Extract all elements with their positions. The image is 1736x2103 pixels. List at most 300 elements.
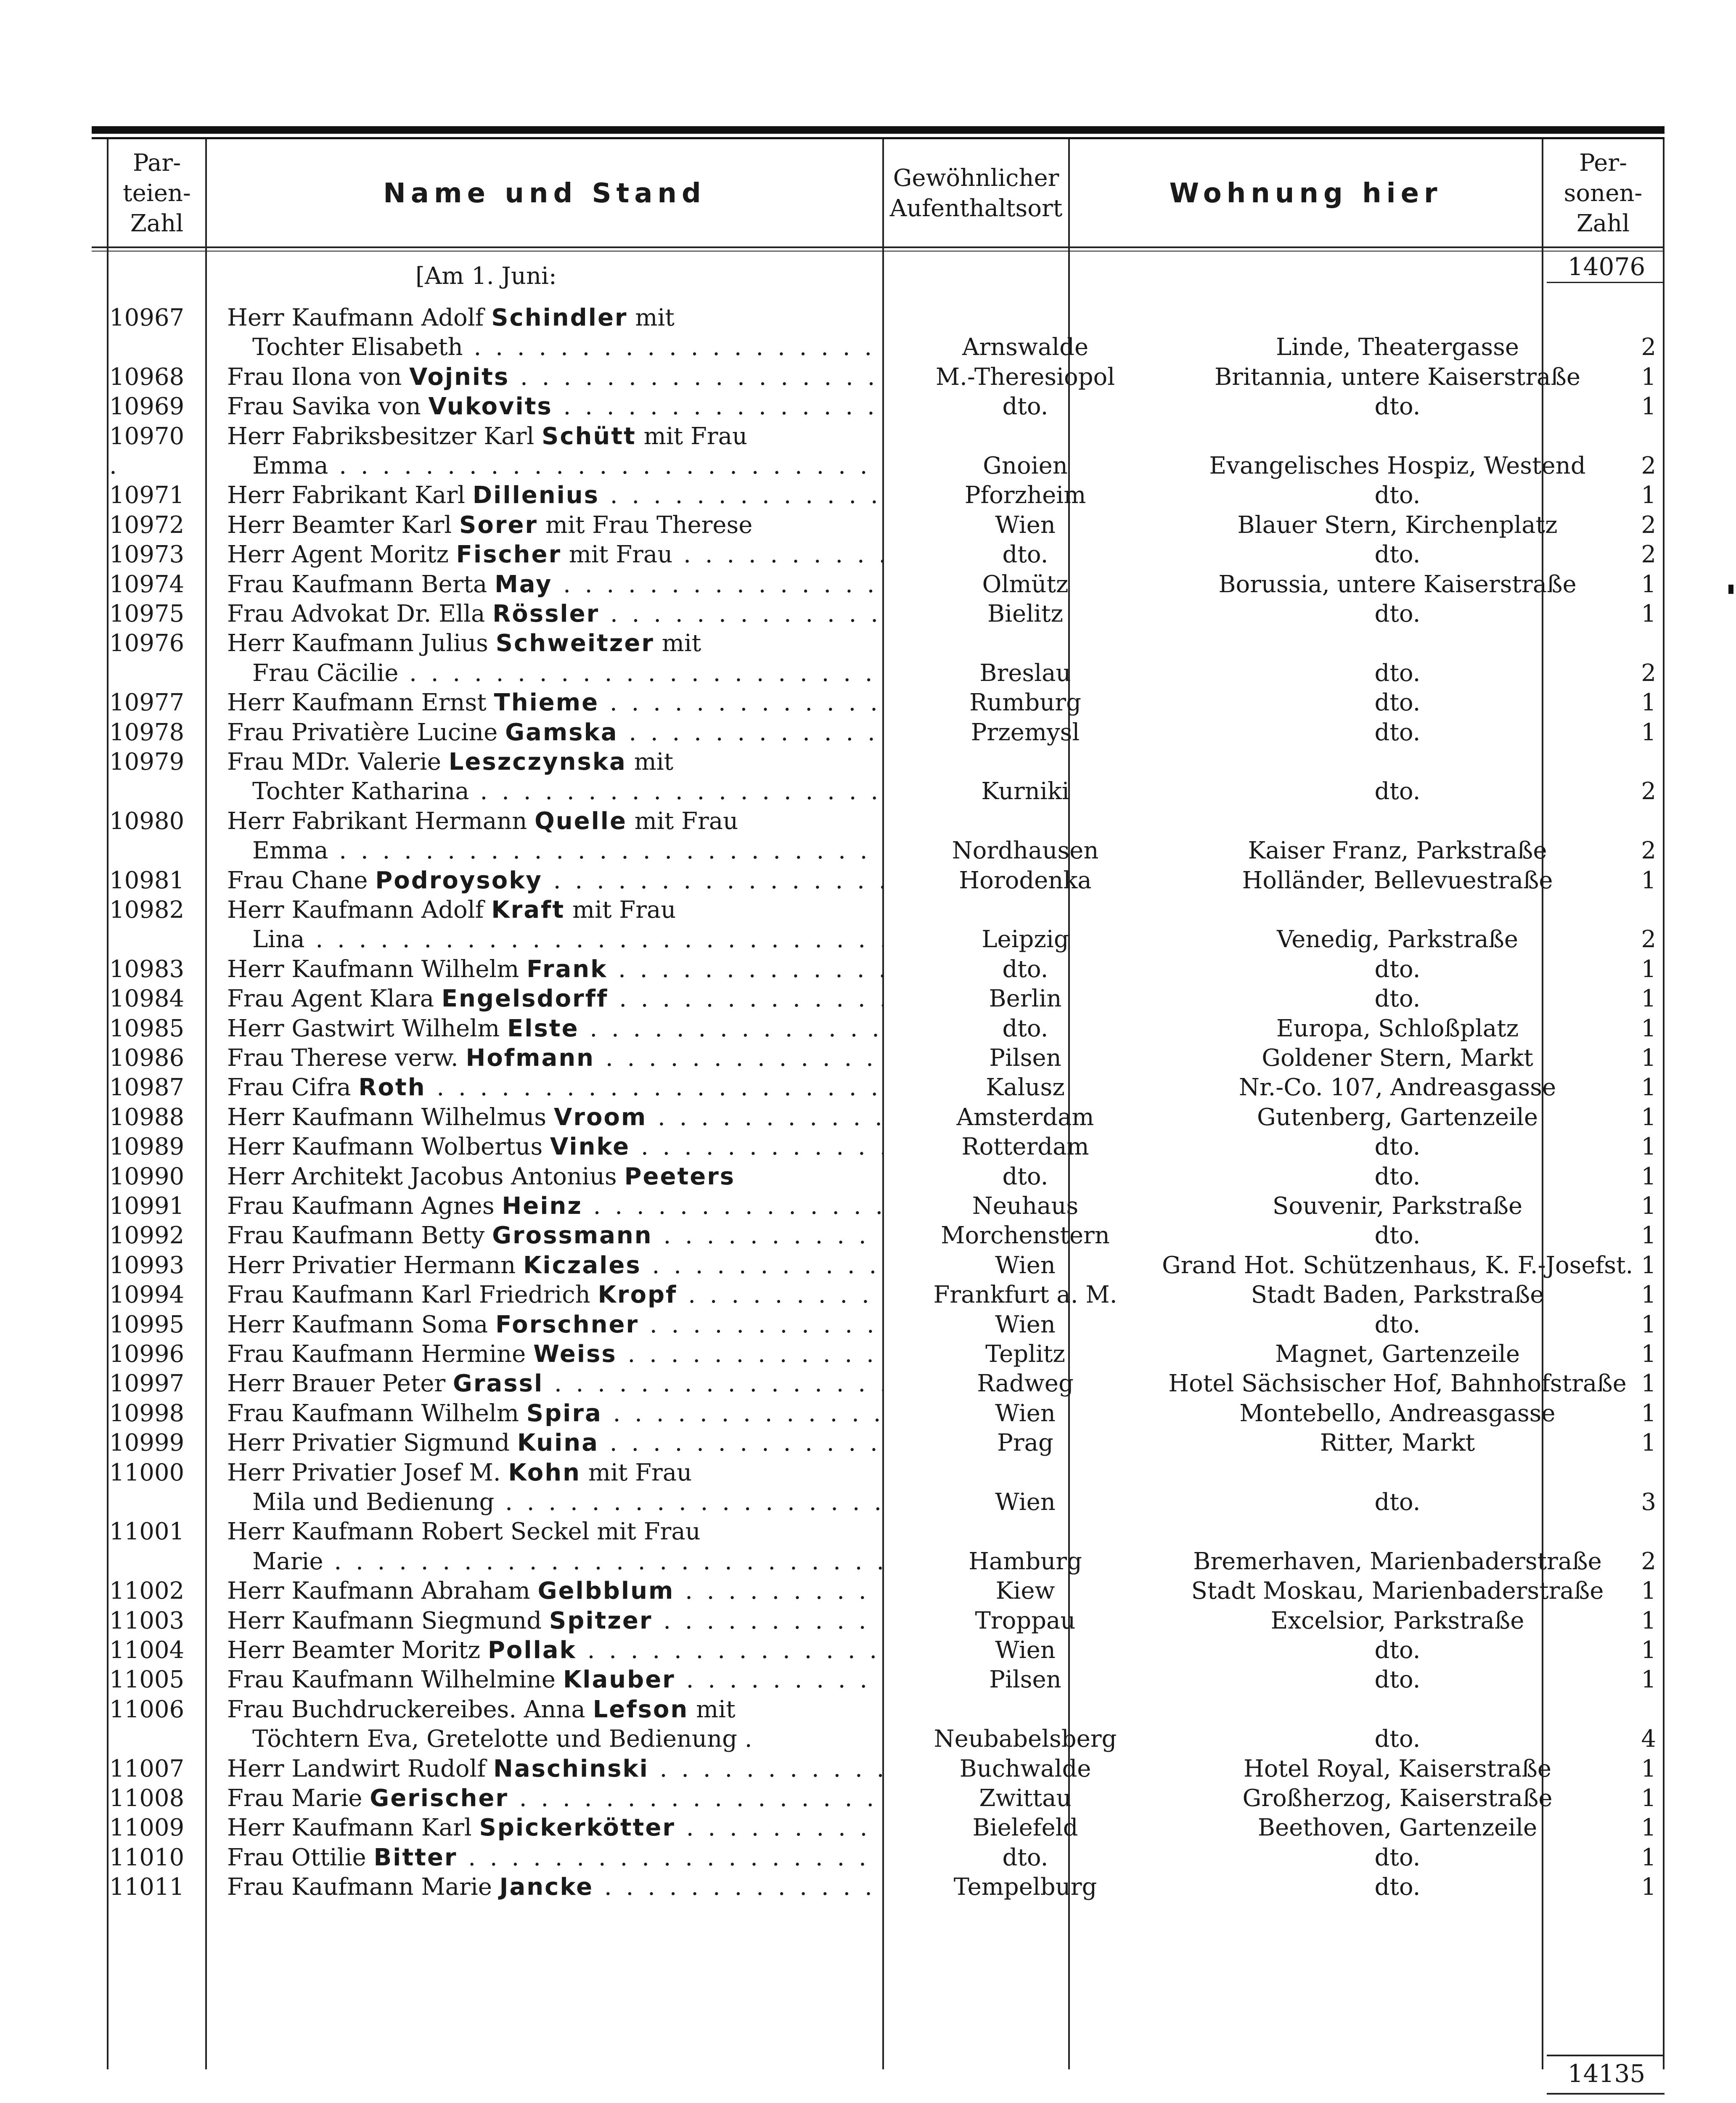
- party-number: 10994: [109, 1281, 185, 1309]
- name-and-status: [252, 451, 883, 481]
- end-total: 14135: [1567, 2059, 1646, 2088]
- name-and-status: [227, 984, 883, 1014]
- name-prefix: Frau Ottilie: [227, 1843, 374, 1871]
- usual-residence: Zwittau: [979, 1785, 1072, 1812]
- table-row: [92, 1576, 1665, 1606]
- name-and-status: [227, 1517, 883, 1547]
- name-prefix: Frau Kaufmann Agnes: [227, 1192, 502, 1220]
- lodging: dto.: [1374, 1666, 1421, 1694]
- party-number: 10972: [109, 511, 185, 539]
- table-row: [92, 1695, 1665, 1724]
- usual-residence: Pforzheim: [964, 482, 1086, 509]
- table-row: [92, 1517, 1665, 1547]
- name-prefix: Herr Kaufmann Wilhelm: [227, 955, 527, 983]
- name-prefix: Frau Kaufmann Marie: [227, 1873, 500, 1901]
- name-prefix: Herr Kaufmann Karl: [227, 1814, 479, 1842]
- name-prefix: Herr Kaufmann Robert Seckel mit Frau: [227, 1518, 701, 1546]
- surname: Jancke: [499, 1873, 594, 1901]
- name-prefix: Herr Agent Moritz: [227, 541, 456, 569]
- name-and-status: [252, 332, 883, 362]
- lodging: dto.: [1374, 955, 1421, 983]
- usual-residence: Hamburg: [969, 1547, 1082, 1575]
- surname: Gelbblum: [537, 1577, 675, 1605]
- usual-residence: Wien: [995, 1489, 1056, 1516]
- party-number: 10989: [109, 1133, 185, 1161]
- lodging: Ritter, Markt: [1320, 1429, 1475, 1457]
- usual-residence: Gnoien: [983, 452, 1068, 479]
- lodging: dto.: [1374, 393, 1421, 421]
- name-and-status: [227, 1754, 883, 1784]
- table-row: [92, 776, 1665, 806]
- person-count: 1: [1641, 1843, 1656, 1871]
- name-prefix: Frau Advokat Dr. Ella: [227, 600, 493, 628]
- party-number: 11005: [109, 1666, 185, 1694]
- usual-residence: Neuhaus: [972, 1192, 1079, 1220]
- table-row: [92, 954, 1665, 984]
- name-prefix: Herr Fabrikant Hermann: [227, 807, 535, 835]
- header-name-and-status: Name und Stand: [383, 178, 706, 209]
- person-count: 1: [1641, 393, 1656, 421]
- name-and-status: [227, 1695, 883, 1724]
- lodging: Grand Hot. Schützenhaus, K. F.-Josefst.: [1162, 1251, 1633, 1279]
- person-count: 1: [1641, 1103, 1656, 1131]
- surname: Elste: [507, 1014, 579, 1042]
- person-count: 1: [1641, 1133, 1656, 1161]
- name-prefix: Frau Cifra: [227, 1074, 359, 1102]
- top-thin-rule: [92, 137, 1665, 139]
- table-row: [92, 1191, 1665, 1221]
- usual-residence: Radweg: [977, 1370, 1074, 1398]
- surname: Engelsdorff: [441, 985, 609, 1013]
- name-and-status: [252, 1487, 883, 1517]
- name-and-status: [227, 480, 883, 510]
- surname: Frank: [527, 955, 608, 983]
- name-prefix: Frau Kaufmann Karl Friedrich: [227, 1281, 598, 1309]
- person-count: 1: [1641, 1014, 1656, 1042]
- party-number: 10971: [109, 482, 185, 509]
- lodging: dto.: [1374, 1163, 1421, 1190]
- name-and-status: [227, 1014, 883, 1044]
- lodging: dto.: [1374, 482, 1421, 509]
- lodging: Großherzog, Kaiserstraße: [1242, 1785, 1553, 1812]
- name-and-status: [227, 1339, 883, 1369]
- surname: Thieme: [494, 689, 599, 717]
- name-prefix: Herr Kaufmann Wilhelmus: [227, 1103, 554, 1131]
- name-prefix: Herr Kaufmann Ernst: [227, 689, 494, 717]
- usual-residence: Breslau: [979, 659, 1071, 687]
- table-row: [92, 1221, 1665, 1250]
- table-row: [92, 1428, 1665, 1458]
- name-suffix: mit Frau: [565, 896, 676, 924]
- lodging: dto.: [1374, 778, 1421, 805]
- name-prefix: Tochter Elisabeth: [252, 334, 463, 361]
- surname: Kiczales: [523, 1251, 641, 1279]
- name-and-status: [227, 303, 883, 333]
- lodging: Magnet, Gartenzeile: [1275, 1340, 1520, 1368]
- table-row: [92, 1339, 1665, 1369]
- name-and-status: [227, 806, 883, 836]
- person-count: 2: [1641, 541, 1656, 569]
- table-row: [92, 1162, 1665, 1192]
- name-prefix: Frau Therese verw.: [227, 1044, 466, 1072]
- surname: Gerischer: [370, 1785, 508, 1812]
- name-and-status: [227, 1280, 883, 1310]
- lodging: Venedig, Parkstraße: [1276, 926, 1519, 954]
- table-row: [92, 924, 1665, 954]
- lodging: dto.: [1374, 689, 1421, 717]
- surname: Schütt: [542, 422, 636, 450]
- usual-residence: Rumburg: [969, 689, 1081, 717]
- usual-residence: Nordhausen: [952, 837, 1099, 865]
- person-count: 1: [1641, 1666, 1656, 1694]
- lodging: dto.: [1374, 1489, 1421, 1516]
- table-row: [92, 1635, 1665, 1665]
- usual-residence: Neubabelsberg: [934, 1725, 1117, 1753]
- name-prefix: Herr Gastwirt Wilhelm: [227, 1014, 508, 1042]
- date-heading: [Am 1. Juni:: [415, 262, 557, 290]
- party-number: 11007: [109, 1755, 185, 1783]
- person-count: 1: [1641, 1370, 1656, 1398]
- person-count: 1: [1641, 1340, 1656, 1368]
- lodging: dto.: [1374, 541, 1421, 569]
- party-number: 10983: [109, 955, 185, 983]
- person-count: 1: [1641, 570, 1656, 598]
- carried-over-total: 14076: [1567, 252, 1646, 281]
- name-and-status: [227, 599, 883, 629]
- name-prefix: Herr Fabriksbesitzer Karl: [227, 422, 542, 450]
- surname: Naschinski: [493, 1755, 649, 1783]
- name-prefix: Herr Privatier Sigmund: [227, 1429, 517, 1457]
- surname: Spitzer: [549, 1607, 653, 1634]
- name-prefix: Herr Kaufmann Soma: [227, 1311, 496, 1338]
- name-and-status: [227, 1783, 883, 1813]
- name-prefix: Herr Beamter Moritz: [227, 1637, 488, 1664]
- name-prefix: Herr Architekt Jacobus Antonius: [227, 1163, 625, 1190]
- usual-residence: Kurniki: [981, 778, 1069, 805]
- table-row: [92, 421, 1665, 451]
- party-number: 10973: [109, 541, 185, 569]
- usual-residence: M.-Theresiopol: [935, 363, 1115, 391]
- party-number: 10998: [109, 1399, 185, 1427]
- name-prefix: Töchtern Eva, Gretelotte und Bedienung .: [252, 1725, 752, 1753]
- name-and-status: [227, 1843, 883, 1873]
- surname: Sorer: [459, 511, 538, 539]
- surname: Rössler: [492, 600, 600, 628]
- name-and-status: [227, 1398, 883, 1428]
- name-prefix: Frau Kaufmann Wilhelmine: [227, 1666, 563, 1694]
- name-and-status: [252, 836, 883, 866]
- usual-residence: Rotterdam: [961, 1133, 1089, 1161]
- name-and-status: [227, 1310, 883, 1340]
- name-and-status: [227, 688, 883, 718]
- table-row: [92, 718, 1665, 747]
- usual-residence: dto.: [1002, 955, 1048, 983]
- name-and-status: [227, 569, 883, 599]
- lodging: dto.: [1374, 1873, 1421, 1901]
- lodging: dto.: [1374, 718, 1421, 746]
- table-row: [92, 1310, 1665, 1340]
- usual-residence: Przemysl: [971, 718, 1080, 746]
- surname: Grossmann: [492, 1222, 653, 1250]
- person-count: 2: [1641, 926, 1656, 954]
- name-and-status: [227, 1872, 883, 1902]
- party-number: 10985: [109, 1014, 185, 1042]
- table-row: [92, 1043, 1665, 1073]
- person-count: 1: [1641, 689, 1656, 717]
- surname: Hofmann: [466, 1044, 595, 1072]
- lodging: dto.: [1374, 1222, 1421, 1250]
- table-row: [92, 836, 1665, 866]
- name-prefix: Emma: [252, 452, 328, 479]
- table-row: [92, 1872, 1665, 1902]
- surname: Schweitzer: [495, 630, 654, 657]
- table-row: [92, 392, 1665, 421]
- name-prefix: Herr Fabrikant Karl: [227, 482, 473, 509]
- name-prefix: Marie: [252, 1547, 323, 1575]
- name-and-status: [227, 628, 883, 658]
- header-bottom-rule: [92, 246, 1665, 248]
- table-row: [92, 1458, 1665, 1488]
- lodging: Blauer Stern, Kirchenplatz: [1237, 511, 1558, 539]
- name-and-status: [227, 1191, 883, 1221]
- name-and-status: [227, 1458, 883, 1488]
- name-suffix: mit Frau: [561, 541, 673, 569]
- usual-residence: Morchenstern: [941, 1222, 1110, 1250]
- party-number: 11009: [109, 1814, 185, 1842]
- person-count: 1: [1641, 1222, 1656, 1250]
- person-count: 1: [1641, 985, 1656, 1013]
- name-prefix: Frau Cäcilie: [252, 659, 399, 687]
- usual-residence: Olmütz: [982, 570, 1069, 598]
- person-count: 1: [1641, 955, 1656, 983]
- name-and-status: [227, 1369, 883, 1398]
- party-number: 10980: [109, 807, 185, 835]
- lodging: Britannia, untere Kaiserstraße: [1215, 363, 1580, 391]
- table-row: [92, 984, 1665, 1014]
- person-count: 1: [1641, 600, 1656, 628]
- surname: Quelle: [535, 807, 627, 835]
- table-row: [92, 866, 1665, 895]
- name-prefix: Frau Kaufmann Hermine: [227, 1340, 534, 1368]
- party-number: 10982: [109, 896, 185, 924]
- table-row: [92, 1665, 1665, 1695]
- party-number: 10970: [109, 422, 185, 450]
- party-number: 11002: [109, 1577, 185, 1605]
- name-and-status: [227, 718, 883, 747]
- party-number: 11004: [109, 1637, 185, 1664]
- lodging: Borussia, untere Kaiserstraße: [1218, 570, 1577, 598]
- party-number: 10967: [109, 304, 185, 331]
- name-prefix: Herr Privatier Hermann: [227, 1251, 523, 1279]
- header-usual-residence: Gewöhnlicher Aufenthaltsort: [889, 164, 1063, 222]
- usual-residence: dto.: [1002, 1843, 1048, 1871]
- surname: Forschner: [495, 1311, 639, 1338]
- person-count: 1: [1641, 1607, 1656, 1634]
- name-suffix: mit Frau: [636, 422, 748, 450]
- surname: Klauber: [563, 1666, 675, 1694]
- name-prefix: Lina: [252, 926, 305, 954]
- table-row: [92, 1487, 1665, 1517]
- name-and-status: [227, 1073, 883, 1102]
- party-number: 10999: [109, 1429, 185, 1457]
- usual-residence: Pilsen: [989, 1044, 1061, 1072]
- usual-residence: Prag: [997, 1429, 1053, 1457]
- party-number: 10986: [109, 1044, 185, 1072]
- person-count: 1: [1641, 363, 1656, 391]
- usual-residence: Kalusz: [986, 1074, 1065, 1102]
- surname: Bitter: [373, 1843, 458, 1871]
- person-count: 2: [1641, 452, 1656, 479]
- table-row: [92, 628, 1665, 658]
- table-row: [92, 510, 1665, 540]
- top-thick-rule: [92, 126, 1665, 134]
- lodging: Gutenberg, Gartenzeile: [1257, 1103, 1538, 1131]
- name-prefix: Herr Brauer Peter: [227, 1370, 453, 1398]
- surname: Dillenius: [472, 482, 599, 509]
- end-total-rule: [1547, 2055, 1665, 2056]
- name-prefix: Frau Chane: [227, 866, 376, 894]
- person-count: 4: [1641, 1725, 1656, 1753]
- name-and-status: [227, 510, 883, 540]
- table-row: [92, 451, 1665, 481]
- surname: May: [495, 570, 553, 598]
- name-and-status: [227, 421, 883, 451]
- name-prefix: Herr Kaufmann Adolf: [227, 304, 492, 331]
- person-count: 2: [1641, 837, 1656, 865]
- usual-residence: Frankfurt a. M.: [933, 1281, 1117, 1309]
- lodging: Kaiser Franz, Parkstraße: [1248, 837, 1547, 865]
- register-table: [92, 126, 1665, 2088]
- usual-residence: Wien: [995, 511, 1056, 539]
- table-row: [92, 1014, 1665, 1044]
- person-count: 1: [1641, 482, 1656, 509]
- name-prefix: Frau Ilona von: [227, 363, 410, 391]
- name-and-status: [227, 1043, 883, 1073]
- person-count: 1: [1641, 1399, 1656, 1427]
- person-count: 2: [1641, 334, 1656, 361]
- name-prefix: Frau Marie: [227, 1785, 370, 1812]
- party-number: 10979: [109, 748, 185, 776]
- name-and-status: [252, 1547, 883, 1576]
- name-prefix: Herr Landwirt Rudolf: [227, 1755, 493, 1783]
- header-bottom-rule-thin: [92, 251, 1665, 252]
- usual-residence: Troppau: [975, 1607, 1076, 1634]
- table-row: [92, 895, 1665, 925]
- name-suffix: mit: [626, 748, 674, 776]
- person-count: 1: [1641, 1755, 1656, 1783]
- name-and-status: [227, 1428, 883, 1458]
- party-number: 10977: [109, 689, 185, 717]
- party-number: 10995: [109, 1311, 185, 1338]
- table-row: [92, 1250, 1665, 1280]
- surname: Kropf: [598, 1281, 677, 1309]
- lodging: dto.: [1374, 1133, 1421, 1161]
- name-and-status: [227, 866, 883, 895]
- margin-mark: [1728, 585, 1733, 594]
- usual-residence: Wien: [995, 1251, 1056, 1279]
- name-and-status: [227, 1606, 883, 1636]
- table-row: [92, 1280, 1665, 1310]
- name-prefix: Frau Kaufmann Wilhelm: [227, 1399, 527, 1427]
- surname: Vukovits: [428, 393, 553, 421]
- person-count: 1: [1641, 1074, 1656, 1102]
- party-number: 10992: [109, 1222, 185, 1250]
- name-suffix: mit: [654, 630, 701, 657]
- person-count: 1: [1641, 1281, 1656, 1309]
- person-count: 1: [1641, 1163, 1656, 1190]
- table-row: [92, 1813, 1665, 1843]
- party-number: 10987: [109, 1074, 185, 1102]
- usual-residence: Bielefeld: [972, 1814, 1078, 1842]
- table-row: [92, 362, 1665, 392]
- party-number: .: [109, 452, 117, 479]
- party-number: 10968: [109, 363, 185, 391]
- name-prefix: Herr Kaufmann Wolbertus: [227, 1133, 550, 1161]
- name-and-status: [252, 1724, 883, 1754]
- surname: Kuina: [517, 1429, 599, 1457]
- usual-residence: Tempelburg: [953, 1873, 1097, 1901]
- usual-residence: Teplitz: [985, 1340, 1065, 1368]
- lodging: dto.: [1374, 1843, 1421, 1871]
- person-count: 2: [1641, 1547, 1656, 1575]
- name-and-status: [227, 1221, 883, 1250]
- name-suffix: mit: [627, 304, 675, 331]
- end-total-bottom-rule: [1547, 2093, 1665, 2095]
- lodging: Europa, Schloßplatz: [1276, 1014, 1519, 1042]
- name-and-status: [227, 954, 883, 984]
- header-lodging-here: Wohnung hier: [1169, 178, 1442, 209]
- party-number: 10981: [109, 866, 185, 894]
- name-and-status: [227, 362, 883, 392]
- name-prefix: Herr Kaufmann Abraham: [227, 1577, 538, 1605]
- party-number: 11010: [109, 1843, 185, 1871]
- lodging: Nr.-Co. 107, Andreasgasse: [1238, 1074, 1556, 1102]
- usual-residence: Berlin: [989, 985, 1062, 1013]
- party-number: 11003: [109, 1607, 185, 1634]
- lodging: Bremerhaven, Marienbaderstraße: [1193, 1547, 1602, 1575]
- table-row: [92, 569, 1665, 599]
- surname: Leszczynska: [448, 748, 627, 776]
- name-prefix: Mila und Bedienung: [252, 1489, 495, 1516]
- table-row: [92, 480, 1665, 510]
- person-count: 2: [1641, 778, 1656, 805]
- table-row: [92, 1369, 1665, 1398]
- surname: Spira: [526, 1399, 602, 1427]
- surname: Grassl: [453, 1370, 544, 1398]
- name-prefix: Herr Beamter Karl: [227, 511, 460, 539]
- lodging: Excelsior, Parkstraße: [1270, 1607, 1524, 1634]
- surname: Peeters: [624, 1163, 736, 1190]
- person-count: 1: [1641, 1873, 1656, 1901]
- usual-residence: Pilsen: [989, 1666, 1061, 1694]
- usual-residence: Bielitz: [987, 600, 1064, 628]
- table-row: [92, 688, 1665, 718]
- party-number: 11008: [109, 1785, 185, 1812]
- party-number: 10997: [109, 1370, 185, 1398]
- party-number: 10974: [109, 570, 185, 598]
- usual-residence: Arnswalde: [962, 334, 1089, 361]
- name-and-status: [227, 1576, 883, 1606]
- party-number: 10969: [109, 393, 185, 421]
- surname: Kraft: [491, 896, 565, 924]
- name-prefix: Frau Savika von: [227, 393, 429, 421]
- surname: Heinz: [502, 1192, 582, 1220]
- table-row: [92, 599, 1665, 629]
- person-count: 1: [1641, 866, 1656, 894]
- table-row: [92, 303, 1665, 333]
- lodging: Stadt Moskau, Marienbaderstraße: [1191, 1577, 1604, 1605]
- name-and-status: [227, 540, 883, 569]
